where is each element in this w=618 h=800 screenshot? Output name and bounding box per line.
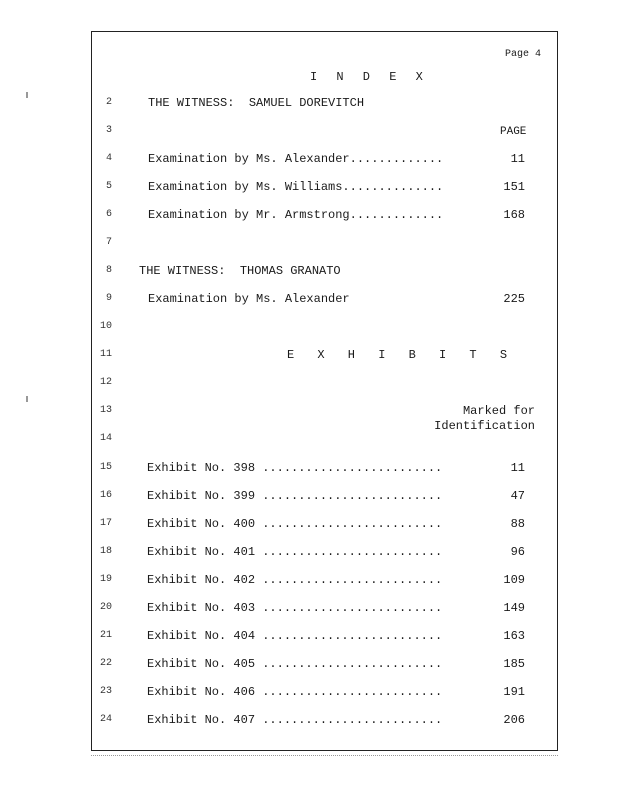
line-number: 9 (105, 293, 112, 304)
line-number: 18 (99, 546, 112, 557)
line-number: 5 (105, 181, 112, 192)
line-number: 2 (105, 97, 112, 108)
line-number: 11 (99, 349, 112, 360)
examination-entry: Examination by Ms. Alexander (148, 292, 350, 306)
exhibit-page: 109 (503, 573, 525, 587)
line-number: 16 (99, 490, 112, 501)
line-number: 15 (99, 462, 112, 473)
line-number: 19 (99, 574, 112, 585)
exhibit-entry: Exhibit No. 398 ......................... (147, 461, 443, 475)
exhibit-entry: Exhibit No. 406 ......................... (147, 685, 443, 699)
exhibit-page: 163 (503, 629, 525, 643)
line-number: 8 (105, 265, 112, 276)
line-number: 10 (99, 321, 112, 332)
exhibit-entry: Exhibit No. 401 ......................... (147, 545, 443, 559)
page-number: Page 4 (505, 49, 542, 60)
scan-speck (26, 92, 28, 98)
line-number: 14 (99, 433, 112, 444)
exhibit-page: 206 (503, 713, 525, 727)
line-number: 12 (99, 377, 112, 388)
exhibits-title: E X H I B I T S (287, 348, 516, 362)
exhibit-page: 47 (510, 489, 525, 503)
exhibit-page: 11 (510, 461, 525, 475)
line-number: 3 (105, 125, 112, 136)
line-number: 4 (105, 153, 112, 164)
examination-entry: Examination by Ms. Williams.............. (148, 180, 444, 194)
exhibit-page: 88 (510, 517, 525, 531)
witness-heading: THE WITNESS: SAMUEL DOREVITCH (148, 96, 365, 110)
exhibit-entry: Exhibit No. 407 ......................... (147, 713, 443, 727)
exhibit-page: 191 (503, 685, 525, 699)
bottom-rule (91, 755, 558, 756)
examination-page: 151 (503, 180, 525, 194)
examination-entry: Examination by Mr. Armstrong............. (148, 208, 444, 222)
exhibit-page: 185 (503, 657, 525, 671)
line-number: 6 (105, 209, 112, 220)
exhibit-page: 96 (510, 545, 525, 559)
examination-entry: Examination by Ms. Alexander............. (148, 152, 444, 166)
line-number: 13 (99, 405, 112, 416)
examination-page: 11 (510, 152, 525, 166)
line-number: 17 (99, 518, 112, 529)
line-number: 24 (99, 714, 112, 725)
exhibit-entry: Exhibit No. 403 ......................... (147, 601, 443, 615)
exhibit-entry: Exhibit No. 399 ......................... (147, 489, 443, 503)
page-frame (91, 31, 558, 751)
exhibit-entry: Exhibit No. 400 ......................... (147, 517, 443, 531)
exhibit-entry: Exhibit No. 405 ......................... (147, 657, 443, 671)
page-column-header: PAGE (500, 126, 527, 138)
examination-page: 225 (503, 292, 525, 306)
exhibit-entry: Exhibit No. 404 ......................... (147, 629, 443, 643)
index-title: I N D E X (310, 70, 429, 84)
witness-heading: THE WITNESS: THOMAS GRANATO (139, 264, 341, 278)
marked-for-identification-header: Marked for Identification (434, 404, 535, 433)
line-number: 21 (99, 630, 112, 641)
line-number: 20 (99, 602, 112, 613)
line-number: 22 (99, 658, 112, 669)
line-number: 23 (99, 686, 112, 697)
examination-page: 168 (503, 208, 525, 222)
exhibit-page: 149 (503, 601, 525, 615)
scan-speck (26, 396, 28, 402)
exhibit-entry: Exhibit No. 402 ......................... (147, 573, 443, 587)
line-number: 7 (105, 237, 112, 248)
